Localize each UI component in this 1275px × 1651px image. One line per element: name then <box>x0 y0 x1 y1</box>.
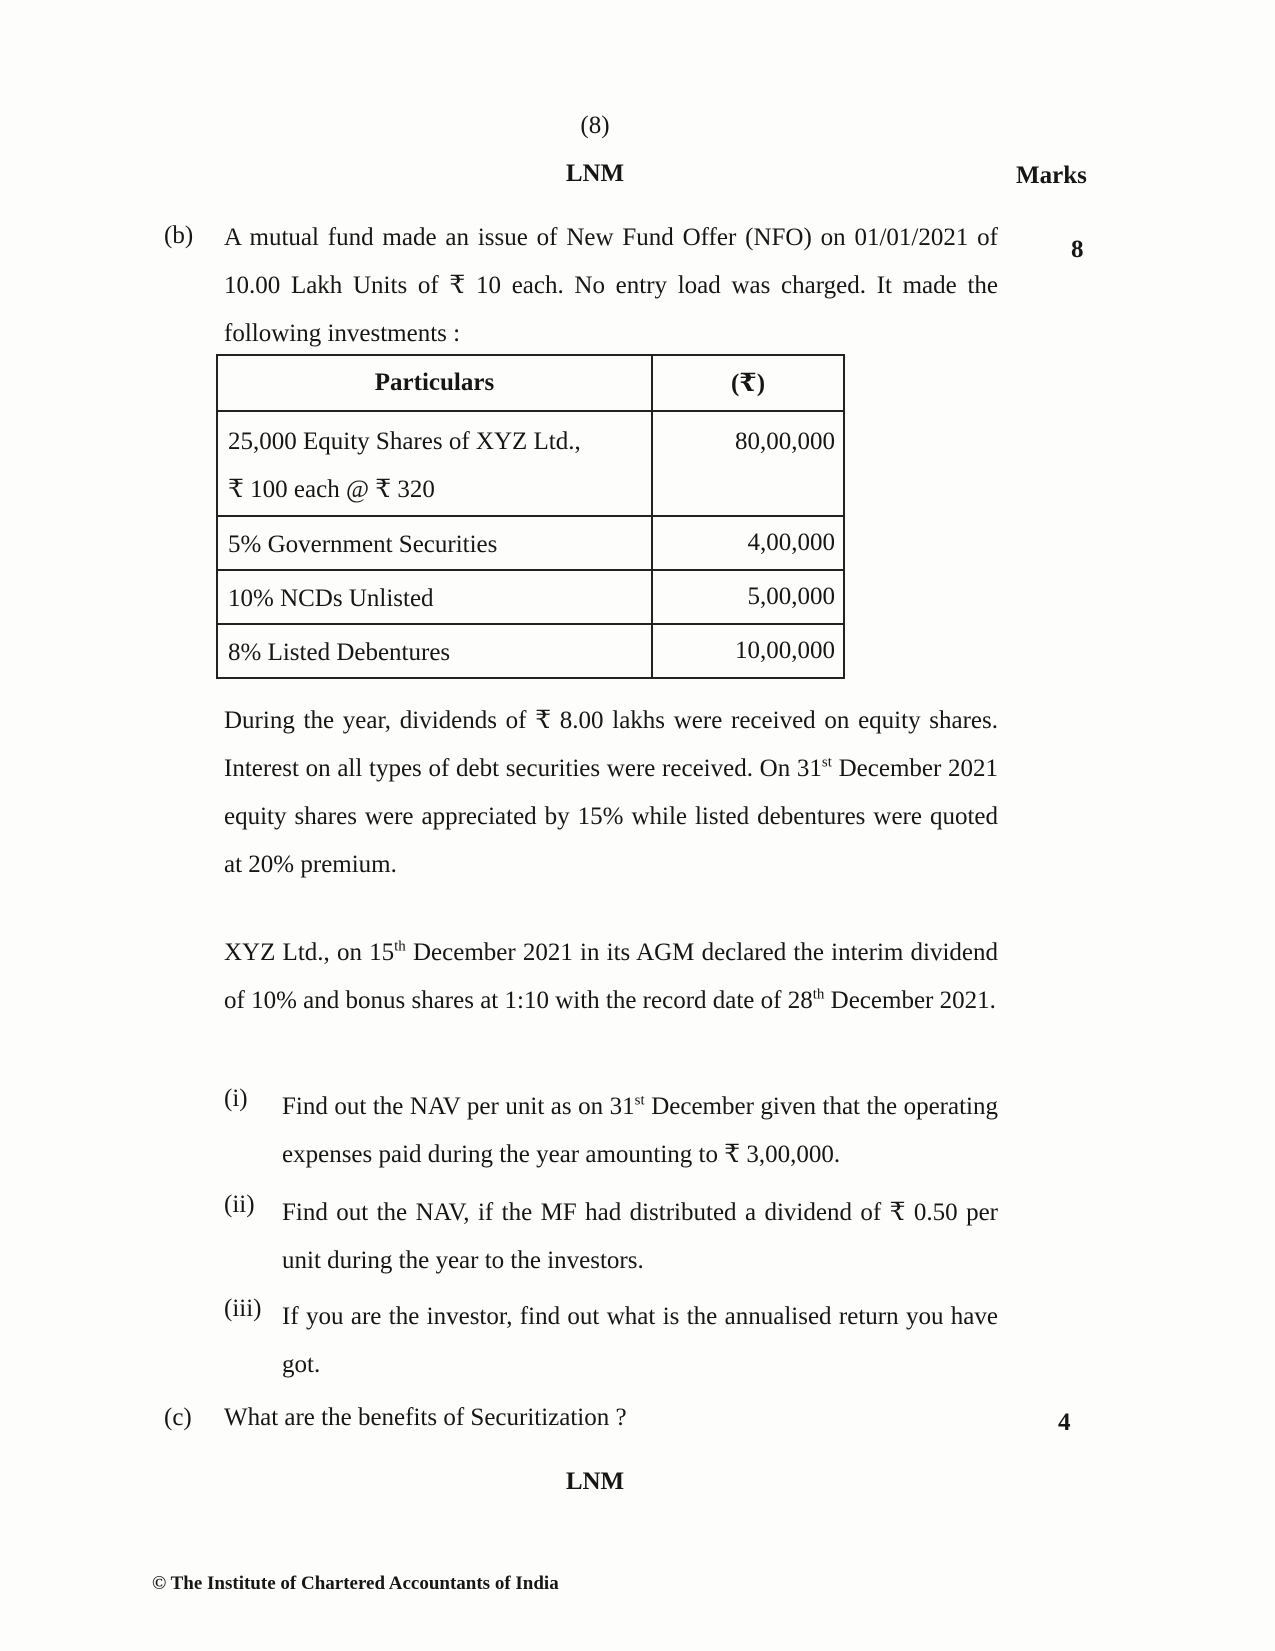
header-particulars: Particulars <box>217 355 652 411</box>
para1-text-a: During the year, dividends of ₹ 8.00 lakhs were received on equity shares. Interest on all types of debt securities were received. On 31 <box>224 707 998 782</box>
ordinal-suffix: th <box>812 986 825 1003</box>
table-cell-particulars <box>217 411 652 516</box>
table-cell-amount: 80,00,000 <box>652 411 844 516</box>
question-c-label: (c) <box>164 1404 192 1431</box>
question-b-paragraph-2 <box>224 929 998 1025</box>
question-b-marks: 8 <box>1071 236 1084 263</box>
table-row <box>217 624 844 678</box>
question-c-marks: 4 <box>1058 1409 1071 1436</box>
subq-i-text <box>282 1083 998 1179</box>
table-cell-amount: 4,00,000 <box>652 516 844 570</box>
subq-ii-text: Find out the NAV, if the MF had distributed a dividend of ₹ 0.50 per unit during the year to the investors. <box>282 1199 998 1274</box>
para2-text-c: December 2021. <box>824 987 996 1014</box>
table-header-row <box>217 355 844 411</box>
table-cell-particulars: 8% Listed Debentures <box>217 624 652 678</box>
paper-code-footer: LNM <box>565 1468 625 1495</box>
table-cell-amount: 5,00,000 <box>652 570 844 624</box>
question-b-intro-text: A mutual fund made an issue of New Fund Offer (NFO) on 01/01/2021 of 10.00 Lakh Units of ₹ 10 each. No entry load was charged. It made the following investments : <box>224 224 998 347</box>
subq-iii-label: (iii) <box>224 1295 262 1322</box>
header-amount: (₹) <box>652 355 844 411</box>
subq-i-text-b: December given that the operating expenses paid during the year amounting to ₹ 3,00,000. <box>282 1093 998 1168</box>
table-cell-particulars: 10% NCDs Unlisted <box>217 570 652 624</box>
table-row <box>217 516 844 570</box>
table-cell-amount: 10,00,000 <box>652 624 844 678</box>
question-c-text: What are the benefits of Securitization ? <box>224 1404 627 1431</box>
para2-text-a: XYZ Ltd., on 15 <box>224 939 395 966</box>
para1-text-b: December 2021 equity shares were appreciated by 15% while listed debentures were quoted at 20% premium. <box>224 755 999 878</box>
ordinal-suffix: st <box>634 1092 645 1109</box>
table-cell-particulars: 5% Government Securities <box>217 516 652 570</box>
investments-table <box>216 354 845 679</box>
subq-i-text-a: Find out the NAV per unit as on 31 <box>282 1093 635 1120</box>
ordinal-suffix: th <box>394 938 406 955</box>
subq-ii-label: (ii) <box>224 1191 255 1218</box>
question-b-label: (b) <box>164 222 194 249</box>
subq-iii-text: If you are the investor, find out what is the annualised return you have got. <box>282 1303 998 1378</box>
question-b-paragraph-1 <box>224 697 998 889</box>
para2-text-b: December 2021 in its AGM declared the interim dividend of 10% and bonus shares at 1:10 with the record date of 28 <box>224 939 998 1014</box>
ordinal-suffix: st <box>821 754 832 771</box>
table-row <box>217 570 844 624</box>
particulars-line: ₹ 100 each @ ₹ 320 <box>228 476 435 503</box>
copyright-notice: © The Institute of Chartered Accountants of India <box>152 1573 559 1594</box>
table-row <box>217 411 844 516</box>
marks-heading: Marks <box>1016 162 1087 189</box>
particulars-line: 25,000 Equity Shares of XYZ Ltd., <box>228 428 581 455</box>
page-number: (8) <box>580 112 610 139</box>
question-b-intro <box>224 214 998 358</box>
paper-code-header: LNM <box>565 160 625 187</box>
subq-i-label: (i) <box>224 1085 248 1112</box>
